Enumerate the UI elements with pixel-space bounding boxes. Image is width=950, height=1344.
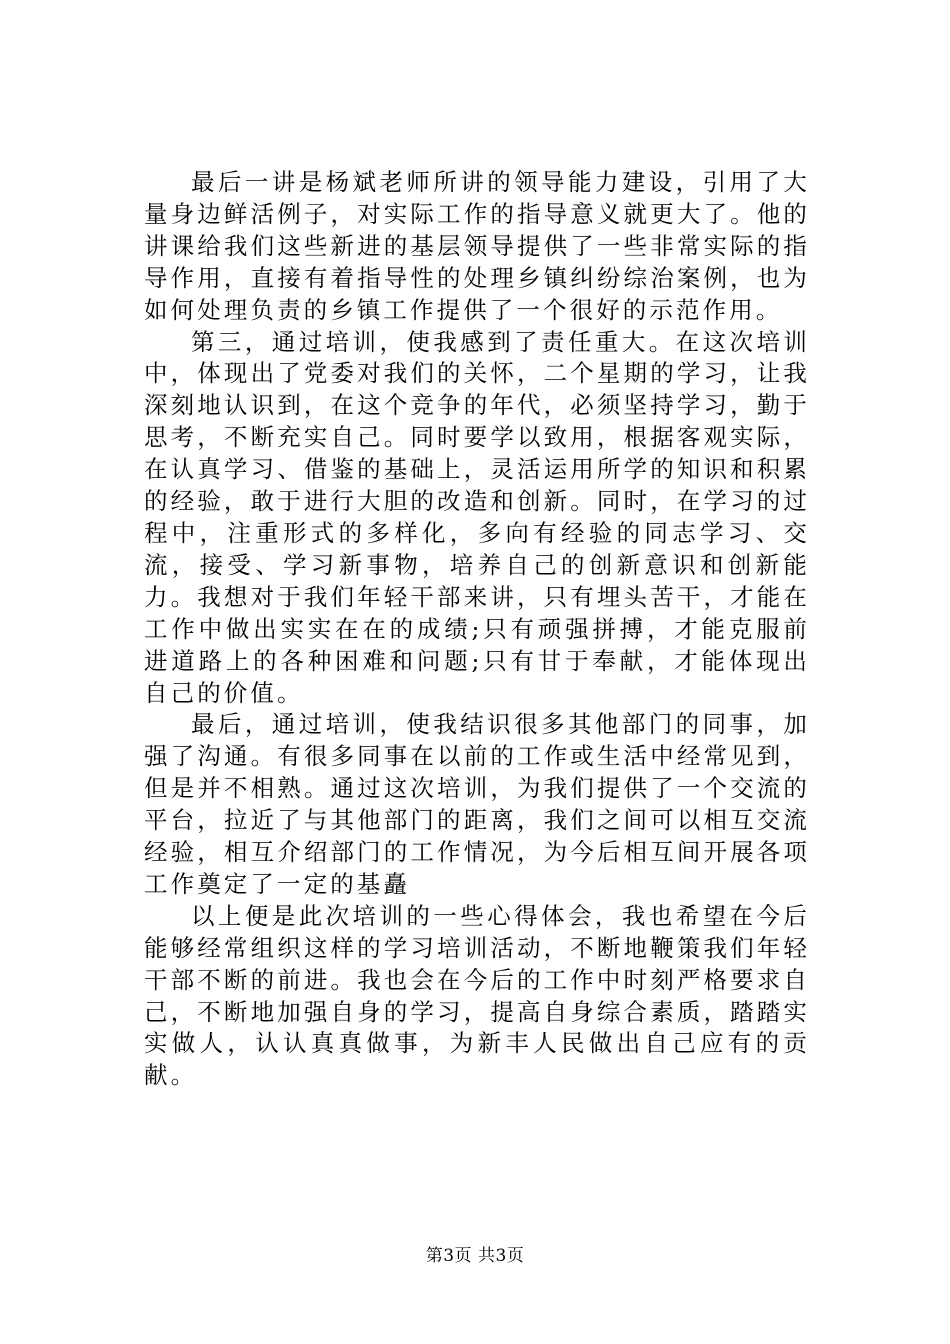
paragraph: 第三，通过培训，使我感到了责任重大。在这次培训中，体现出了党委对我们的关怀，二个星期的学习，让我深刻地认识到，在这个竞争的年代，必须坚持学习，勤于思考，不断充实自己。同时要学以致用，根据客观实际，在认真学习、借鉴的基础上，灵活运用所学的知识和积累的经验，敢于进行大胆的改造和创新。同时，在学习的过程中，注重形式的多样化，多向有经验的同志学习、交流，接受、学习新事物，培养自己的创新意识和创新能力。我想对于我们年轻干部来讲，只有埋头苦干，才能在工作中做出实实在在的成绩;只有顽强拼搏，才能克服前进道路上的各种困难和问题;只有甘于奉献，才能体现出自己的价值。: [144, 327, 810, 707]
paragraph: 最后一讲是杨斌老师所讲的领导能力建设，引用了大量身边鲜活例子，对实际工作的指导意义就更大了。他的讲课给我们这些新进的基层领导提供了一些非常实际的指导作用，直接有着指导性的处理乡镇纠纷综治案例，也为如何处理负责的乡镇工作提供了一个很好的示范作用。: [144, 168, 810, 324]
page-number: 第3页 共3页: [425, 1246, 525, 1266]
paragraph: 最后，通过培训，使我结识很多其他部门的同事，加强了沟通。有很多同事在以前的工作或生活中经常见到，但是并不相熟。通过这次培训，为我们提供了一个交流的平台，拉近了与其他部门的距离，我们之间可以相互交流经验，相互介绍部门的工作情况，为今后相互间开展各项工作奠定了一定的基矗: [144, 710, 810, 898]
page-footer: [0, 1245, 950, 1267]
document-body: [144, 167, 810, 1092]
paragraph: 以上便是此次培训的一些心得体会，我也希望在今后能够经常组织这样的学习培训活动，不断地鞭策我们年轻干部不断的前进。我也会在今后的工作中时刻严格要求自己，不断地加强自身的学习，提高自身综合素质，踏踏实实做人，认认真真做事，为新丰人民做出自己应有的贡献。: [144, 901, 810, 1090]
